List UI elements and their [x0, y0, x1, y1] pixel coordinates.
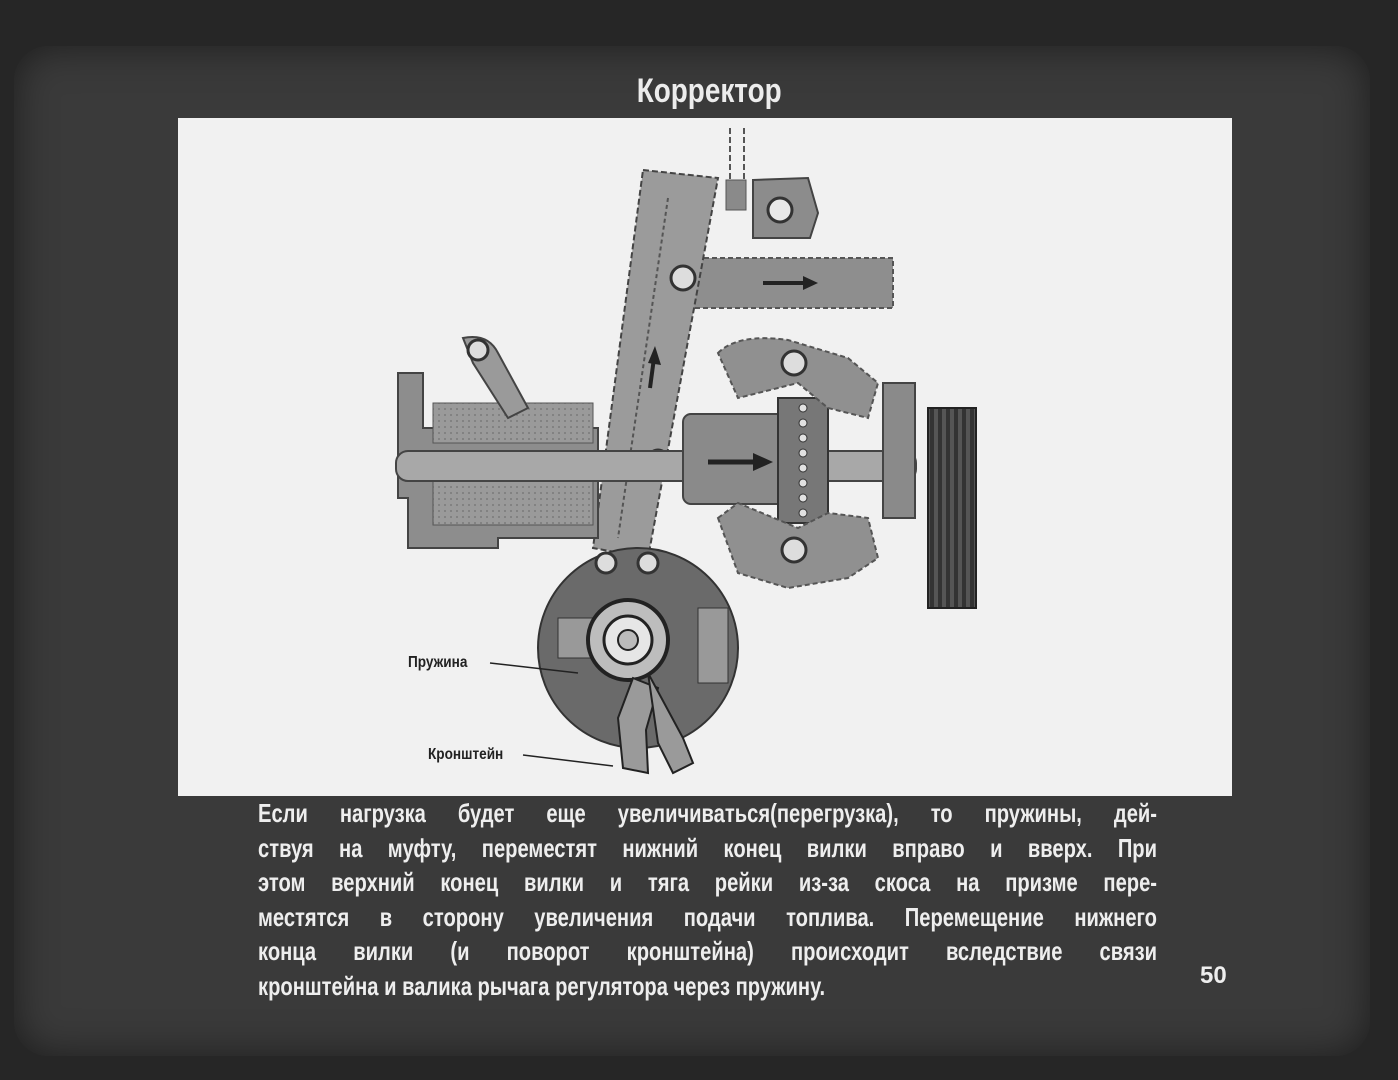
caption-line: местятся в сторону увеличения подачи топлива. Перемещение нижнего: [258, 901, 1157, 932]
bracket-disc: [538, 548, 738, 773]
coupling: [778, 398, 828, 523]
bracket-label: Кронштейн: [428, 746, 504, 763]
spring-label: Пружина: [408, 654, 468, 671]
slide-title: Корректор: [636, 72, 782, 110]
slide-caption: [258, 796, 1158, 1003]
top-rod: [726, 128, 746, 210]
corrector-diagram: [178, 118, 1232, 796]
caption-line: кронштейна и валика рычага регулятора через пружину.: [258, 970, 826, 1001]
page-number: 50: [1200, 962, 1227, 989]
caption-line: ствуя на муфту, переместят нижний конец вилки вправо и вверх. При: [258, 832, 1157, 863]
gear-assembly: [883, 383, 976, 608]
caption-line: этом верхний конец вилки и тяга рейки из-за скоса на призме пере-: [258, 867, 1157, 897]
caption-line: конца вилки (и поворот кронштейна) происходит вследствие связи: [258, 936, 1157, 966]
mechanism-drawing: [178, 118, 1232, 796]
spring-housing: [398, 337, 598, 548]
caption-line: Если нагрузка будет еще увеличиваться(перегрузка), то пружины, дей-: [258, 798, 1157, 828]
top-block: [753, 178, 818, 238]
